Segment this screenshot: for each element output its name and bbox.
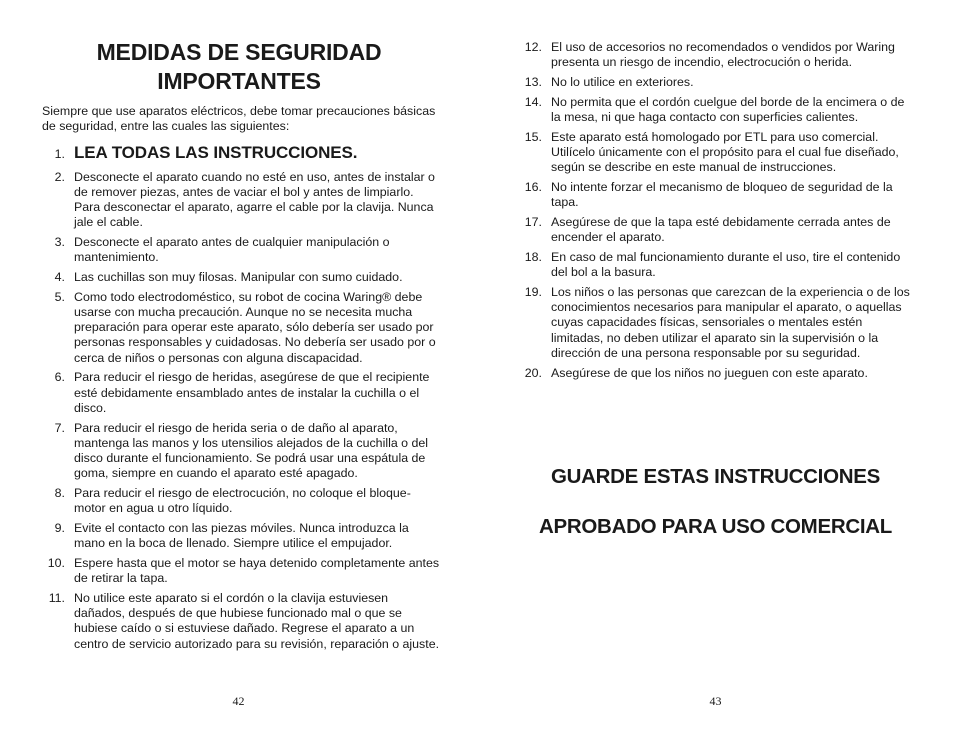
list-item (40, 270, 440, 285)
list-item (40, 486, 440, 516)
page-number-right: 43 (709, 694, 722, 708)
list-item (40, 370, 440, 416)
item-number: 4. (54, 270, 65, 284)
item-number: 13. (524, 75, 542, 89)
item-number: 14. (524, 94, 542, 109)
page-title (42, 38, 436, 96)
item-number: 2. (54, 169, 65, 184)
list-item (40, 290, 440, 366)
item-number: 3. (54, 235, 65, 249)
title-line-2: IMPORTANTES (157, 68, 321, 94)
item-text: Evite el contacto con las piezas móviles. Nunca introduzca la mano en la boca de llenado. Siempre utilice el empujador. (74, 521, 409, 551)
item-number: 11. (48, 591, 65, 606)
item-number: 5. (54, 289, 65, 304)
list-item (517, 285, 917, 361)
item-number: 20. (524, 365, 542, 380)
list-item (40, 421, 440, 482)
item-number: 7. (54, 420, 65, 435)
list-item (517, 180, 917, 210)
safety-list-left (40, 143, 440, 656)
page-number-left: 42 (232, 694, 245, 708)
list-item (517, 366, 917, 381)
item-text: No utilice este aparato si el cordón o la clavija estuviesen dañados, después de que hubiese funcionado mal o que se hubiese caído o si estuviese dañado. Regrese el aparato a un centro de servicio autorizado para su revisión, reparación o ajuste. (74, 591, 440, 651)
item-text: Las cuchillas son muy filosas. Manipular con sumo cuidado. (74, 270, 403, 284)
list-item (517, 215, 917, 245)
item-text: Para reducir el riesgo de electrocución, no coloque el bloque-motor en agua u otro líquido. (74, 486, 411, 516)
list-item (517, 75, 917, 90)
item-number: 17. (524, 215, 542, 229)
item-number: 1. (54, 147, 65, 161)
item-text: Desconecte el aparato antes de cualquier manipulación o mantenimiento. (74, 235, 390, 265)
item-number: 12. (524, 40, 542, 54)
item-number: 18. (524, 250, 542, 264)
item-number: 6. (54, 370, 65, 385)
item-text: No intente forzar el mecanismo de bloqueo de seguridad de la tapa. (551, 180, 893, 210)
list-item (517, 95, 917, 125)
title-line-1: MEDIDAS DE SEGURIDAD (96, 39, 382, 65)
item-text: No lo utilice en exteriores. (551, 75, 694, 89)
item-number: 8. (54, 486, 65, 501)
item-text: Para reducir el riesgo de heridas, asegúrese de que el recipiente esté debidamente ensamblado antes de instalar la cuchilla o el disco. (74, 370, 430, 415)
item-text: En caso de mal funcionamiento durante el uso, tire el contenido del bol a la basura. (551, 250, 901, 280)
item-text: No permita que el cordón cuelgue del borde de la encimera o de la mesa, ni que haga contacto con superficies calientes. (551, 94, 905, 124)
item-text: El uso de accesorios no recomendados o vendidos por Waring presenta un riesgo de incendio, electrocución o herida. (551, 40, 895, 70)
list-item (40, 235, 440, 265)
item-text: Asegúrese de que los niños no jueguen con este aparato. (551, 365, 868, 380)
item-text: Asegúrese de que la tapa esté debidamente cerrada antes de encender el aparato. (551, 215, 891, 245)
list-item (40, 556, 440, 586)
list-item (40, 143, 440, 165)
item-text: Desconecte el aparato cuando no esté en uso, antes de instalar o de remover piezas, antes de vaciar el bol y antes de limpiarlo. Para desconectar el aparato, agarre el cable por la clavija. Nunca jale el cable. (74, 169, 435, 230)
commercial-approval-heading: APROBADO PARA USO COMERCIAL (539, 515, 892, 538)
item-text: Los niños o las personas que carezcan de la experiencia o de los conocimientos necesarios para manipular el aparato, o aquellas cuyas capacidades físicas, sensoriales o mentales estén limitadas, no deben utilizar el aparato sin la supervisión o la dirección de una persona responsable por su seguridad. (551, 285, 910, 360)
item-text: Espere hasta que el motor se haya detenido completamente antes de retirar la tapa. (74, 556, 440, 586)
item-text: Como todo electrodoméstico, su robot de cocina Waring® debe usarse con mucha precaución. Aunque no se necesita mucha preparación para operar este aparato, sólo debería ser usado por personas responsables y cuidadosas. No debería ser usado por o cerca de niños o personas con alguna discapacidad. (74, 289, 436, 365)
item-text: LEA TODAS LAS INSTRUCCIONES. (74, 143, 358, 162)
list-item (40, 591, 440, 652)
item-number: 16. (524, 180, 542, 194)
right-page (477, 0, 954, 738)
safety-list-right (517, 40, 917, 385)
save-instructions-heading: GUARDE ESTAS INSTRUCCIONES (551, 465, 880, 488)
list-item (40, 521, 440, 551)
item-text: Para reducir el riesgo de herida seria o de daño al aparato, mantenga las manos y los utensilios alejados de la cuchilla o del disco durante el funcionamiento. Se podrá usar una espátula de goma, siempre en cuando el aparato esté apagado. (74, 420, 429, 481)
item-number: 19. (524, 285, 542, 299)
list-item (517, 130, 917, 176)
item-number: 9. (54, 521, 65, 536)
list-item (517, 40, 917, 70)
item-text: Este aparato está homologado por ETL para uso comercial. Utilícelo únicamente con el propósito para el cual fue diseñado, según se describe en este manual de instrucciones. (551, 129, 899, 175)
list-item (40, 170, 440, 231)
item-number: 15. (524, 129, 542, 144)
intro-text: Siempre que use aparatos eléctricos, debe tomar precauciones básicas de seguridad, entre las cuales las siguientes: (42, 104, 436, 134)
list-item (517, 250, 917, 280)
item-number: 10. (47, 556, 65, 571)
